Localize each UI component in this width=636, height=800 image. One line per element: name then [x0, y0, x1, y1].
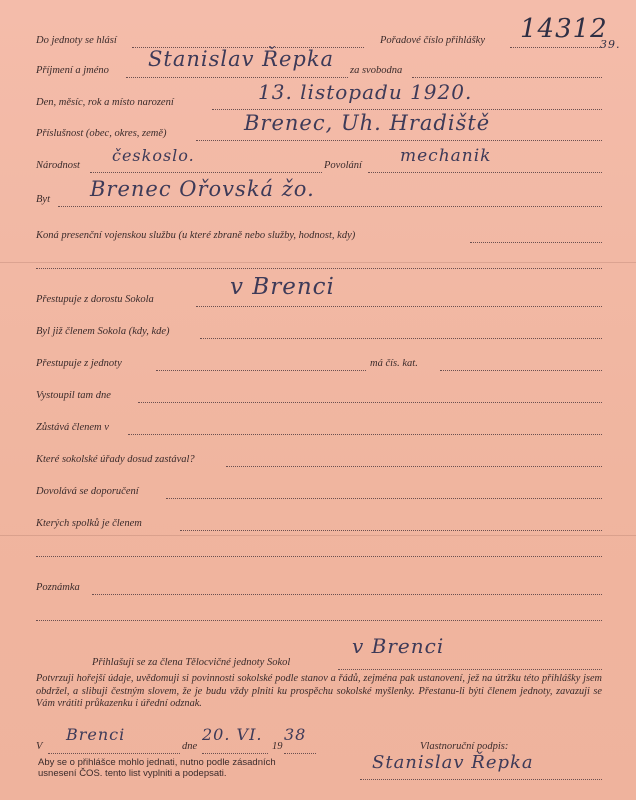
signature-line: [360, 779, 602, 780]
note-line-2: [36, 620, 602, 621]
nationality-value: českoslo.: [112, 146, 195, 165]
place-line: [48, 753, 180, 754]
note-line: [92, 594, 602, 595]
birth-label: Den, měsíc, rok a místo narození: [36, 97, 174, 108]
occupation-value: mechanik: [400, 146, 492, 166]
reference-label: Dovolává se doporučení: [36, 486, 139, 497]
fold-line: [0, 262, 636, 263]
year-prefix: 19: [272, 741, 283, 752]
left-date-label: Vystoupil tam dne: [36, 390, 111, 401]
birth-value: 13. listopadu 1920.: [258, 80, 473, 104]
date-value: 20. VI.: [202, 725, 263, 744]
military-service-line-2: [36, 268, 602, 269]
remains-member-line: [128, 434, 602, 435]
date-label: dne: [182, 741, 198, 752]
left-date-line: [138, 402, 602, 403]
place-value: Brenci: [66, 725, 126, 744]
apply-value: v Brenci: [352, 634, 445, 658]
place-prefix: V: [36, 741, 43, 752]
transfer-unit-label: Přestupuje z jednoty: [36, 358, 122, 369]
apply-label: Přihlašuji se za člena Tělocvičné jednoty Sokol: [92, 657, 291, 668]
instructions-text: Aby se o přihlášce mohlo jednati, nutno podle zásadních usnesení ČOS. tento list vyplniti a podepsati.: [38, 757, 276, 779]
former-member-label: Byl již členem Sokola (kdy, kde): [36, 326, 170, 337]
order-number-label: Pořadové číslo přihlášky: [380, 35, 485, 46]
fold-line: [0, 535, 636, 536]
declaration-text: Potvrzuji hořejší údaje, uvědomuji si povinnosti sokolské podle stanov a řádů, zejména pak ustanovení, jež na útržku této přihlášky jsem obdržel, a slibuji čestným slovem, že je budu vždy plniti ku prospěchu sokolské myšlenky. Přestanu-li býti členem jednoty, zavazuji se Vám vrátiti průkazenku i úřední odznak.: [36, 673, 602, 710]
order-number-line: [510, 47, 602, 48]
signature-label: Vlastnoruční podpis:: [420, 741, 509, 752]
military-service-line: [470, 242, 602, 243]
surname-value: Stanislav Řepka: [148, 47, 335, 71]
transfer-youth-label: Přestupuje z dorostu Sokola: [36, 294, 154, 305]
surname-label: Příjmení a jméno: [36, 65, 109, 76]
catalog-number-label: má čís. kat.: [370, 358, 418, 369]
nationality-label: Národnost: [36, 160, 80, 171]
occupation-label: Povolání: [324, 160, 362, 171]
maiden-name-label: za svobodna: [350, 65, 403, 76]
date-line: [202, 753, 268, 754]
apply-line: [338, 669, 602, 670]
offices-line: [226, 466, 602, 467]
order-number-value: 14312: [520, 14, 608, 44]
military-service-label: Koná presenční vojenskou službu (u které zbraně nebo služby, hodnost, kdy): [36, 230, 356, 241]
reference-line: [166, 498, 602, 499]
catalog-number-line: [440, 370, 602, 371]
birth-line: [212, 109, 602, 110]
surname-line: [126, 77, 348, 78]
domicile-label: Příslušnost (obec, okres, země): [36, 128, 167, 139]
domicile-value: Brenec, Uh. Hradiště: [244, 111, 491, 135]
offices-label: Které sokolské úřady dosud zastával?: [36, 454, 195, 465]
nationality-line: [90, 172, 322, 173]
clubs-line: [180, 530, 602, 531]
order-number-suffix: 39.: [600, 38, 621, 51]
residence-label: Byt: [36, 194, 50, 205]
transfer-youth-line: [196, 306, 602, 307]
transfer-youth-value: v Brenci: [230, 274, 335, 300]
clubs-line-2: [36, 556, 602, 557]
transfer-unit-line: [156, 370, 366, 371]
note-label: Poznámka: [36, 582, 80, 593]
signature-value: Stanislav Řepka: [372, 752, 534, 773]
year-line: [284, 753, 316, 754]
to-unit-label: Do jednoty se hlásí: [36, 35, 117, 46]
residence-line: [58, 206, 602, 207]
remains-member-label: Zůstává členem v: [36, 422, 109, 433]
clubs-label: Kterých spolků je členem: [36, 518, 142, 529]
occupation-line: [368, 172, 602, 173]
domicile-line: [196, 140, 602, 141]
year-value: 38: [284, 725, 307, 744]
former-member-line: [200, 338, 602, 339]
maiden-name-line: [412, 77, 602, 78]
residence-value: Brenec Ořovská žo.: [90, 177, 315, 201]
